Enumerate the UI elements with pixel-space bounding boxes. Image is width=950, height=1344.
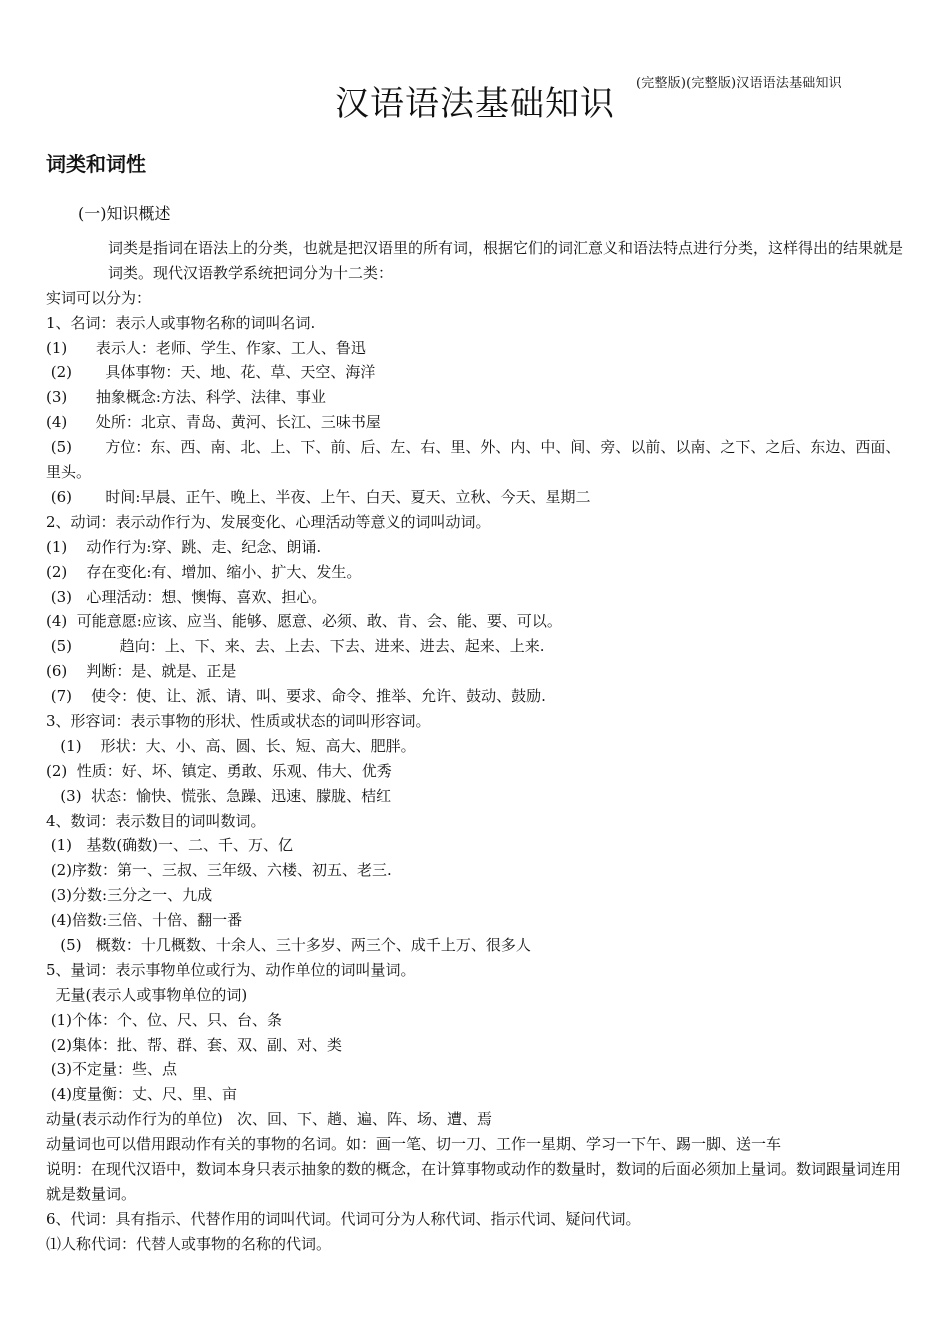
text-line: (1) 基数(确数)一、二、千、万、亿: [46, 836, 294, 855]
text-line: (4) 处所：北京、青岛、黄河、长江、三味书屋: [46, 413, 381, 432]
text-line: (3) 心理活动：想、懊悔、喜欢、担心。: [46, 587, 327, 606]
text-line: (4)度量衡：丈、尺、里、亩: [46, 1085, 238, 1104]
text-line: (5) 概数：十几概数、十余人、三十多岁、两三个、成千上万、很多人: [46, 936, 531, 954]
page-title: 汉语语法基础知识: [335, 84, 615, 124]
text-line: (2)序数：第一、三叔、三年级、六楼、初五、老三.: [46, 861, 392, 880]
text-line: (4)倍数:三倍、十倍、翻一番: [46, 911, 243, 930]
text-line: (2) 存在变化:有、增加、缩小、扩大、发生。: [46, 562, 362, 581]
text-line: 5、量词：表示事物单位或行为、动作单位的词叫量词。: [46, 960, 416, 979]
text-line: (1) 形状：大、小、高、圆、长、短、高大、肥胖。: [46, 736, 416, 755]
section-title: 词类和词性: [46, 152, 146, 176]
text-line: (1) 动作行为:穿、跳、走、纪念、朗诵.: [46, 537, 322, 556]
text-line: 3、形容词：表示事物的形状、性质或状态的词叫形容词。: [46, 711, 431, 730]
text-line: (2) 性质：好、坏、镇定、勇敢、乐观、伟大、优秀: [46, 761, 392, 780]
text-line: (1) 表示人：老师、学生、作家、工人、鲁迅: [46, 338, 366, 357]
text-line: (3) 抽象概念:方法、科学、法律、事业: [46, 388, 326, 407]
text-line: (2)集体：批、帮、群、套、双、副、对、类: [46, 1035, 343, 1054]
text-line: (5) 趋向：上、下、来、去、上去、下去、进来、进去、起来、上来.: [46, 637, 545, 656]
paragraph: 词类是指词在语法上的分类，也就是把汉语里的所有词，根据它们的词汇意义和语法特点进行分类，这样得出的结果就是词类。现代汉语教学系统把词分为十二类：: [108, 239, 904, 282]
text-line: (7) 使令：使、让、派、请、叫、要求、命令、推举、允许、鼓动、鼓励.: [46, 687, 546, 706]
text-line: (6) 时间:早晨、正午、晚上、半夜、上午、白天、夏天、立秋、今天、星期二: [46, 487, 591, 506]
text-line: (3) 状态：愉快、慌张、急躁、迅速、朦胧、桔红: [46, 786, 392, 805]
text-line: ⑴人称代词：代替人或事物的名称的代词。: [46, 1234, 332, 1253]
text-line: 动量(表示动作行为的单位) 次、回、下、趟、遍、阵、场、遭、焉: [46, 1110, 493, 1129]
text-line: 4、数词：表示数目的词叫数词。: [46, 811, 266, 830]
text-line: 1、名词：表示人或事物名称的词叫名词.: [46, 313, 316, 332]
subsection-title: (一)知识概述: [78, 204, 171, 223]
text-line: 2、动词：表示动作行为、发展变化、心理活动等意义的词叫动词。: [46, 512, 491, 531]
header-note: (完整版)(完整版)汉语语法基础知识: [636, 76, 842, 91]
paragraph: 动量词也可以借用跟动作有关的事物的名词。如：画一笔、切一刀、工作一星期、学习一下午、踢一脚、送一车: [46, 1135, 782, 1154]
document-body: [46, 236, 908, 1257]
text-line: 无量(表示人或事物单位的词): [46, 985, 248, 1004]
text-line: (4) 可能意愿:应该、应当、能够、愿意、必须、敢、肯、会、能、要、可以。: [46, 612, 562, 631]
paragraph: (5) 方位：东、西、南、北、上、下、前、后、左、右、里、外、内、中、间、旁、以前、以南、之下、之后、东边、西面、里头。: [46, 438, 901, 482]
text-line: (2) 具体事物：天、地、花、草、天空、海洋: [46, 363, 376, 382]
text-line: (3)不定量：些、点: [46, 1060, 178, 1079]
paragraph: 说明：在现代汉语中，数词本身只表示抽象的数的概念，在计算事物或动作的数量时，数词的后面必须加上量词。数词跟量词连用就是数量词。: [46, 1160, 902, 1203]
text-line: 6、代词：具有指示、代替作用的词叫代词。代词可分为人称代词、指示代词、疑问代词。: [46, 1209, 641, 1228]
text-line: (1)个体：个、位、尺、只、台、条: [46, 1010, 283, 1029]
text-line: (6) 判断：是、就是、正是: [46, 662, 237, 681]
text-line: (3)分数:三分之一、九成: [46, 886, 213, 905]
text-line: 实词可以分为：: [46, 288, 152, 307]
